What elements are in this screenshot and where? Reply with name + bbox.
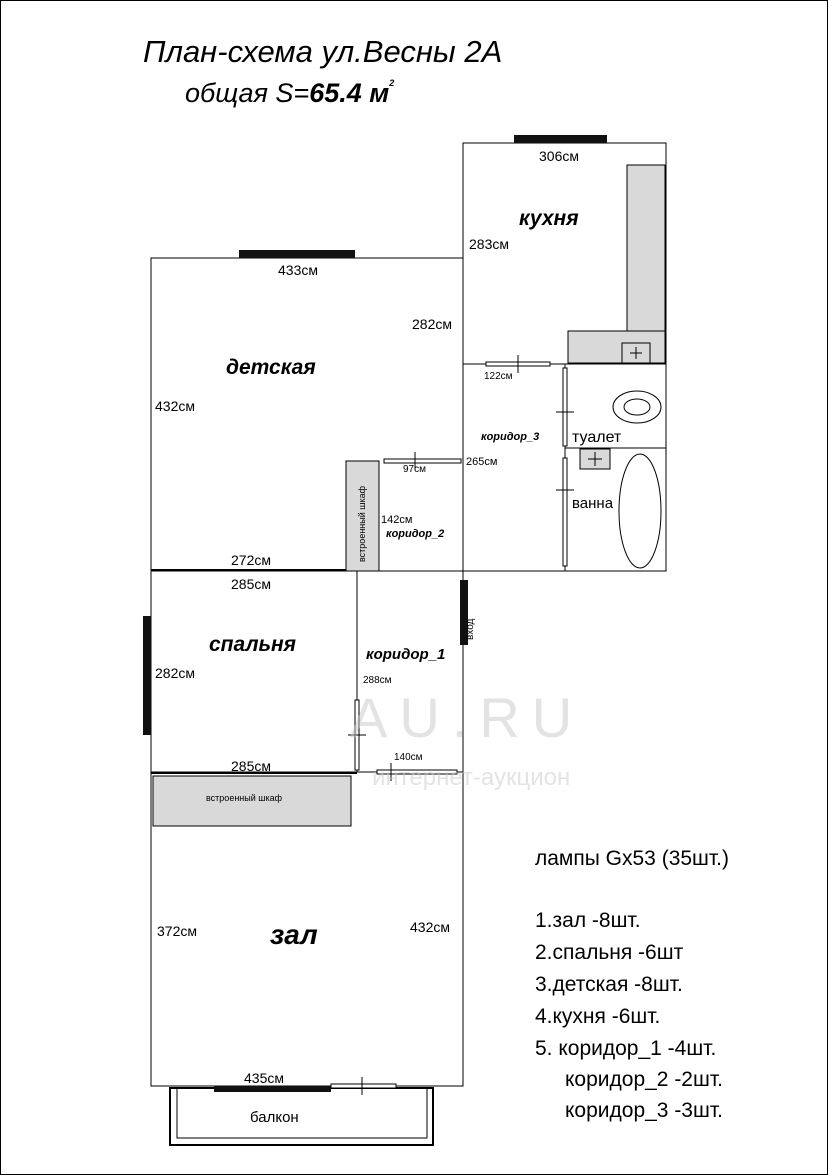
room-bedroom: спальня <box>209 633 297 656</box>
nursery-walls <box>151 258 463 571</box>
dim-kitchen-width: 306см <box>539 148 579 164</box>
dim-nursery-left: 432см <box>155 398 195 414</box>
dim-nursery-width: 433см <box>278 262 318 278</box>
room-nursery: детская <box>226 356 316 379</box>
dim-kitchen-height: 283см <box>469 236 509 252</box>
legend-item: 5. коридор_1 -4шт. <box>535 1037 717 1060</box>
legend-item: 2.спальня -6шт <box>535 941 684 964</box>
dim-nursery-right: 282см <box>412 316 452 332</box>
dim-corridor1-height: 288см <box>363 675 392 686</box>
nursery-window <box>239 250 355 258</box>
dim-hall-bottom: 435см <box>244 1070 284 1086</box>
legend-item: коридор_3 -3шт. <box>565 1099 723 1122</box>
plan-title: План-схема ул.Весны 2А <box>143 34 503 69</box>
dim-hall-left: 372см <box>157 923 197 939</box>
room-corridor2: коридор_2 <box>386 528 445 540</box>
legend-item: 1.зал -8шт. <box>535 909 641 932</box>
dim-corridor2-width: 142см <box>381 514 413 526</box>
room-toilet: туалет <box>572 429 622 446</box>
dim-corridor3-door: 122см <box>484 371 513 382</box>
room-corridor1: коридор_1 <box>366 646 446 663</box>
dim-bedroom-bottom: 285см <box>231 758 271 774</box>
toilet-bowl <box>613 391 661 423</box>
door-bath <box>563 458 567 566</box>
total-area: общая S=65.4 $м^2$ <box>185 78 395 108</box>
room-bath: ванна <box>572 495 614 512</box>
room-kitchen: кухня <box>519 207 579 230</box>
dim-bedroom-left: 282см <box>155 665 195 681</box>
dim-nursery-door: 97см <box>403 464 426 475</box>
legend-item: 3.детская -8шт. <box>535 973 683 996</box>
room-hall: зал <box>270 919 318 950</box>
bathtub <box>619 454 661 568</box>
hall-window <box>214 1086 331 1092</box>
door-nursery <box>384 459 461 463</box>
legend-item: 4.кухня -6шт. <box>535 1005 661 1028</box>
legend-item: коридор_2 -2шт. <box>565 1068 723 1091</box>
wardrobe-vertical-label: встроенный шкаф <box>357 485 367 562</box>
door-balcony <box>331 1084 396 1088</box>
bedroom-window <box>143 616 151 735</box>
legend-title: лампы Gx53 (35шт.) <box>535 847 730 870</box>
dim-bedroom-top: 285см <box>231 576 271 592</box>
wardrobe-horizontal-label: встроенный шкаф <box>206 793 283 803</box>
dim-nursery-bottom: 272см <box>231 552 271 568</box>
balcony-outer <box>170 1088 433 1145</box>
room-balcony: балкон <box>250 1109 299 1126</box>
room-corridor3: коридор_3 <box>481 431 540 443</box>
dim-hall-right: 432см <box>410 919 450 935</box>
door-toilet <box>563 368 567 446</box>
balcony-inner <box>177 1088 427 1138</box>
kitchen-window <box>514 135 607 143</box>
dim-corridor3-height: 265см <box>466 456 498 468</box>
kitchen-counter <box>627 165 665 331</box>
watermark-logo: AU.RU <box>350 686 585 749</box>
watermark-text: интернет-аукцион <box>372 764 571 791</box>
entrance-label: вход <box>465 618 476 640</box>
dim-corridor1-bottom: 140см <box>394 752 423 763</box>
